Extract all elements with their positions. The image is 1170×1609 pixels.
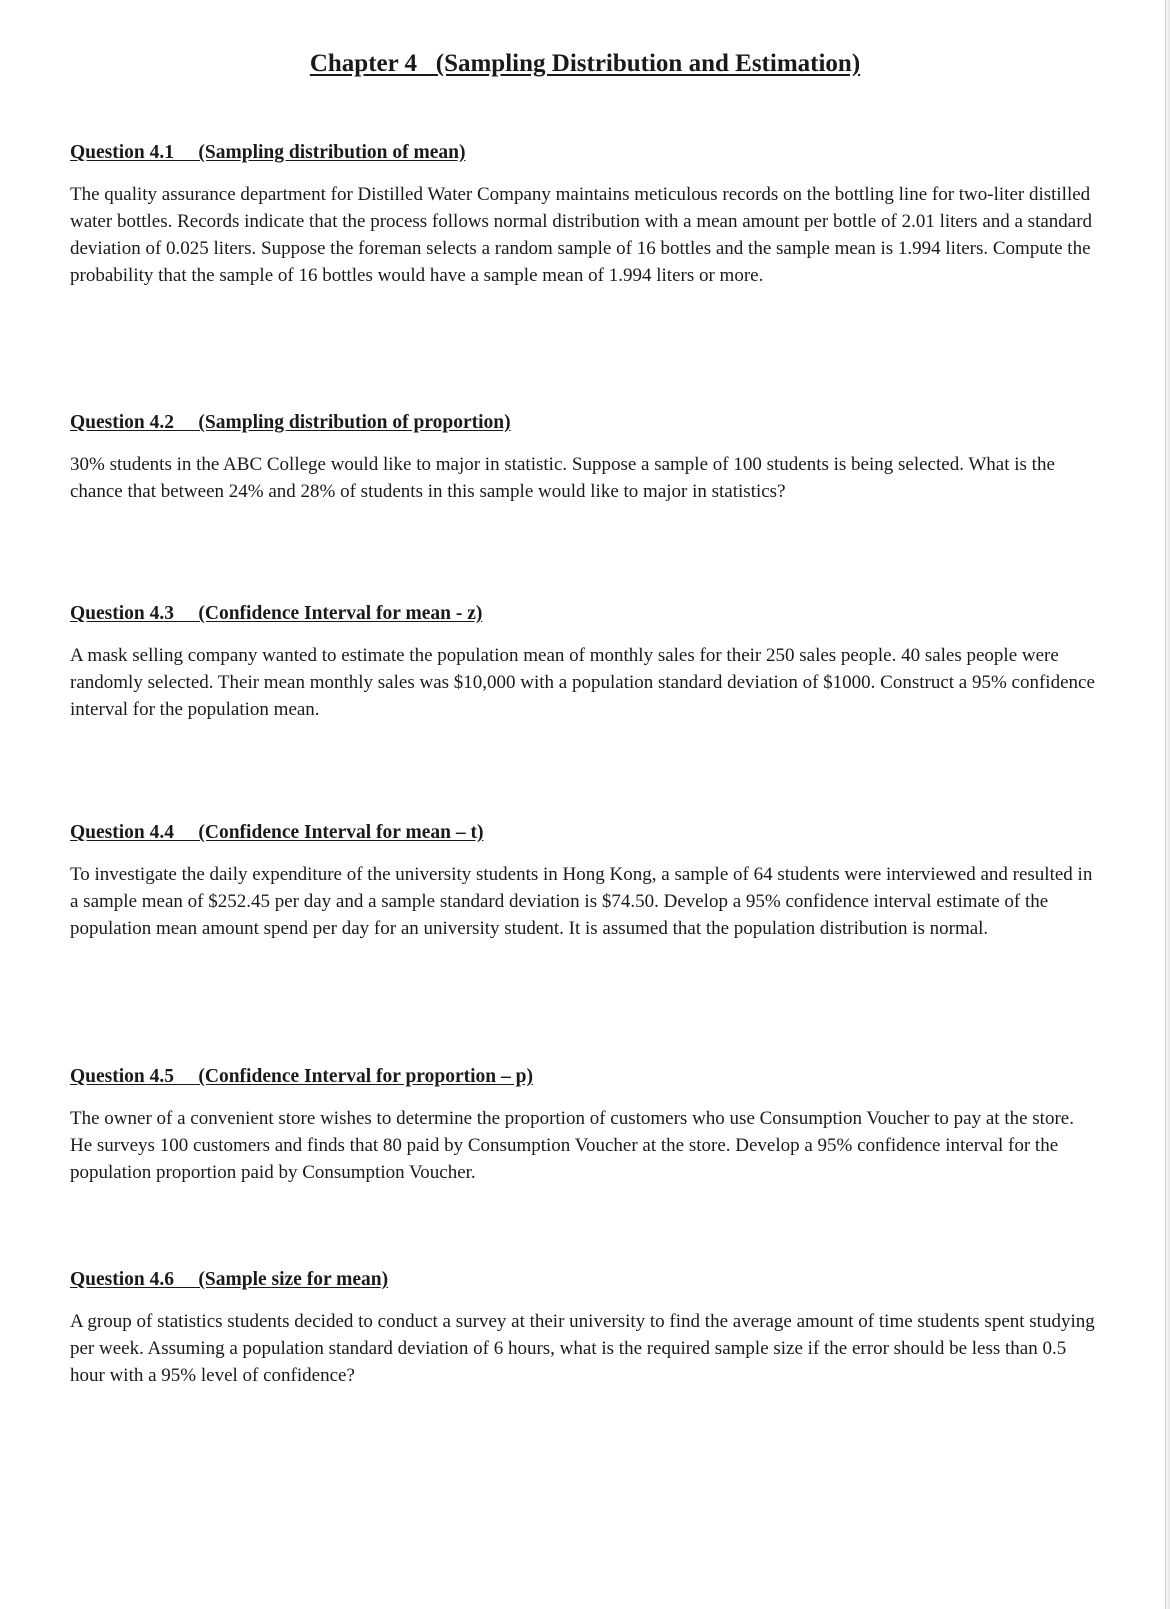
question-4-5 xyxy=(70,1065,1100,1186)
page-edge-line xyxy=(1165,0,1166,1609)
question-text: 30% students in the ABC College would like to major in statistic. Suppose a sample of 100 students is being selected. What is the chance that between 24% and 28% of students in this sample would like to major in statistics? xyxy=(70,454,1055,502)
question-text: To investigate the daily expenditure of the university students in Hong Kong, a sample of 64 students were interviewed and resulted in a sample mean of $252.45 per day and a sample standard deviation is $74.50. Develop a 95% confidence interval estimate of the population mean amount spend per day for an university student. It is assumed that the population distribution is normal. xyxy=(70,864,1093,939)
question-4-3 xyxy=(70,602,1100,723)
question-heading: Question 4.6 (Sample size for mean) xyxy=(70,1269,389,1290)
question-4-2 xyxy=(70,411,1100,505)
question-text: The quality assurance department for Distilled Water Company maintains meticulous records on the bottling line for two-liter distilled water bottles. Records indicate that the process follows normal distribution with a mean amount per bottle of 2.01 liters and a standard deviation of 0.025 liters. Suppose the foreman selects a random sample of 16 bottles and the sample mean is 1.994 liters. Compute the probability that the sample of 16 bottles would have a sample mean of 1.994 liters or more. xyxy=(70,184,1093,286)
question-text: A mask selling company wanted to estimate the population mean of monthly sales for their 250 sales people. 40 sales people were randomly selected. Their mean monthly sales was $10,000 with a population standard deviation of $1000. Construct a 95% confidence interval for the population mean. xyxy=(70,645,1095,720)
question-4-6 xyxy=(70,1268,1100,1389)
question-4-4 xyxy=(70,821,1100,942)
question-heading: Question 4.4 (Confidence Interval for mean – t) xyxy=(70,822,484,843)
question-heading: Question 4.3 (Confidence Interval for mean - z) xyxy=(70,603,483,624)
question-text: The owner of a convenient store wishes to determine the proportion of customers who use Consumption Voucher to pay at the store. He surveys 100 customers and finds that 80 paid by Consumption Voucher at the store. Develop a 95% confidence interval for the population proportion paid by Consumption Voucher. xyxy=(70,1108,1074,1183)
question-heading: Question 4.2 (Sampling distribution of proportion) xyxy=(70,412,511,433)
question-heading: Question 4.1 (Sampling distribution of mean) xyxy=(70,142,466,163)
question-4-1 xyxy=(70,141,1100,289)
question-text: A group of statistics students decided to conduct a survey at their university to find the average amount of time students spent studying per week. Assuming a population standard deviation of 6 hours, what is the required sample size if the error should be less than 0.5 hour with a 95% level of confidence? xyxy=(70,1311,1095,1386)
chapter-title: Chapter 4 (Sampling Distribution and Estimation) xyxy=(309,50,861,77)
question-heading: Question 4.5 (Confidence Interval for proportion – p) xyxy=(70,1066,533,1087)
